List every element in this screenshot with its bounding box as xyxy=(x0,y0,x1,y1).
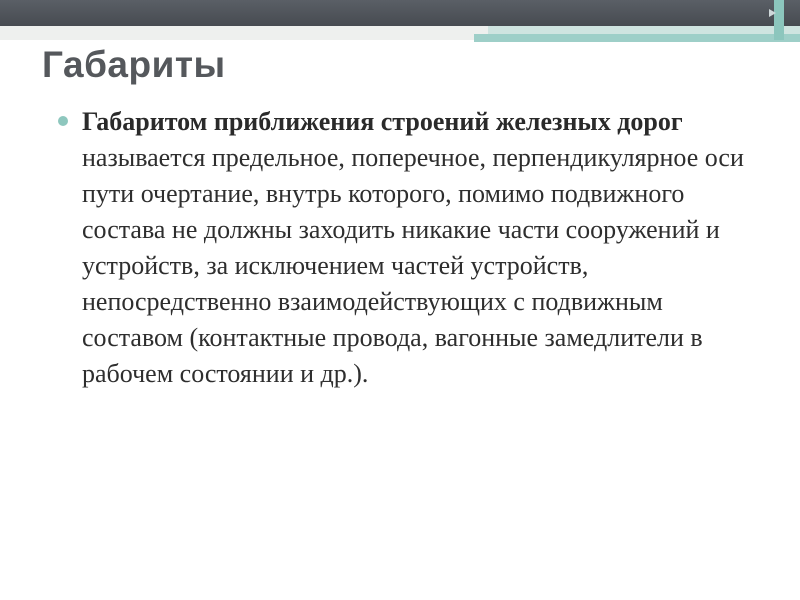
bullet-item xyxy=(56,104,746,392)
play-icon xyxy=(769,9,776,17)
slide-body xyxy=(56,104,746,392)
slide-title: Габариты xyxy=(42,44,226,85)
definition-term: Габаритом приближения строений железных дорог xyxy=(82,107,683,136)
definition-text: называется предельное, поперечное, перпендикулярное оси пути очертание, внутрь которого, помимо подвижного состава не должны заходить никакие части сооружений и устройств, за исключением частей устройств, непосредственно взаимодействующих с подвижным составом (контактные провода, вагонные замедлители в рабочем состоянии и др.). xyxy=(82,143,744,388)
bullet-dot-icon xyxy=(58,116,68,126)
accent-stripe xyxy=(474,34,800,42)
accent-stripe-light xyxy=(488,26,800,34)
header-accent xyxy=(474,0,800,40)
accent-vertical-stripe xyxy=(774,0,784,40)
